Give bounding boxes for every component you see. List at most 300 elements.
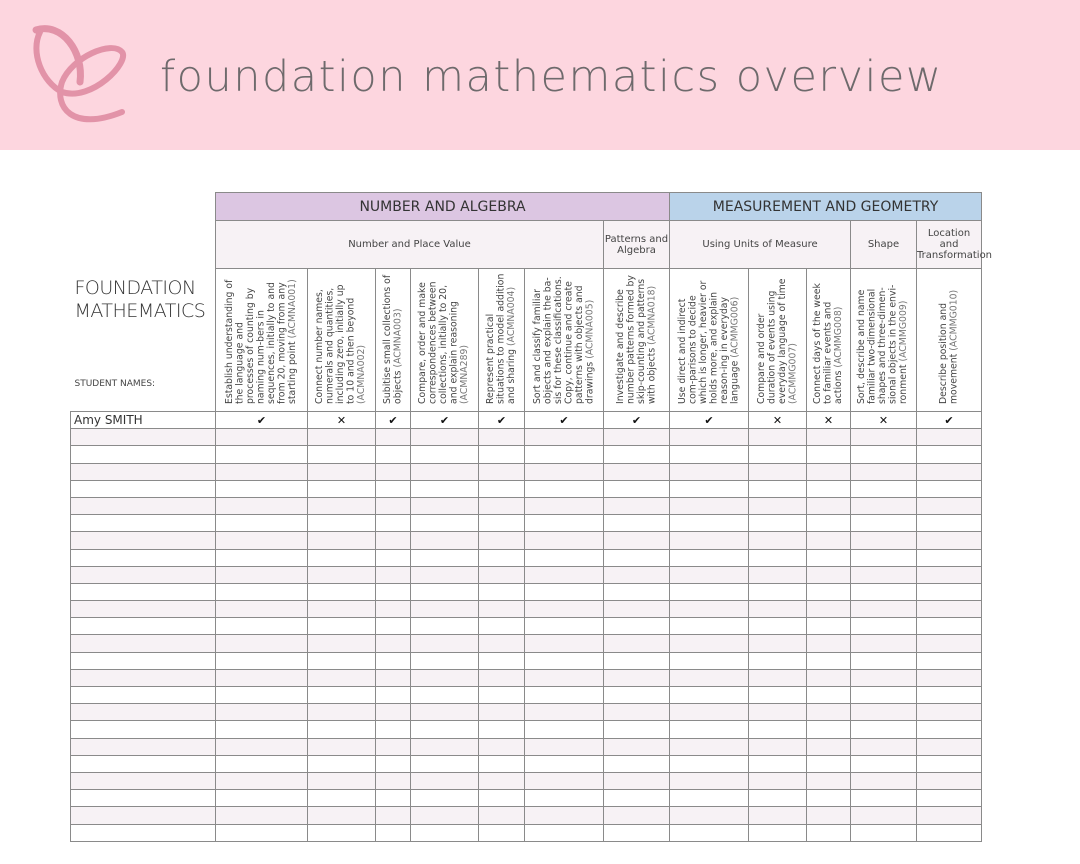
assessment-cell[interactable] xyxy=(525,704,604,721)
student-name-cell[interactable] xyxy=(71,601,216,618)
assessment-cell[interactable] xyxy=(749,772,807,789)
assessment-cell[interactable] xyxy=(411,772,479,789)
assessment-cell[interactable] xyxy=(479,618,525,635)
assessment-cell[interactable] xyxy=(525,669,604,686)
assessment-cell[interactable] xyxy=(376,738,411,755)
assessment-cell[interactable] xyxy=(479,601,525,618)
assessment-cell[interactable] xyxy=(670,429,749,446)
assessment-cell[interactable] xyxy=(308,480,376,497)
student-name-cell[interactable] xyxy=(71,515,216,532)
assessment-cell[interactable] xyxy=(308,652,376,669)
assessment-cell[interactable] xyxy=(525,446,604,463)
assessment-cell[interactable] xyxy=(411,687,479,704)
assessment-cell[interactable] xyxy=(604,652,670,669)
assessment-cell[interactable] xyxy=(479,515,525,532)
assessment-cell[interactable] xyxy=(749,738,807,755)
assessment-cell[interactable] xyxy=(479,721,525,738)
assessment-cell[interactable] xyxy=(670,463,749,480)
assessment-cell[interactable] xyxy=(604,687,670,704)
assessment-cell[interactable] xyxy=(807,566,851,583)
assessment-cell[interactable] xyxy=(807,635,851,652)
assessment-cell[interactable] xyxy=(376,480,411,497)
assessment-cell[interactable] xyxy=(670,704,749,721)
assessment-cell[interactable] xyxy=(604,497,670,514)
student-name-cell[interactable] xyxy=(71,480,216,497)
assessment-cell[interactable] xyxy=(479,480,525,497)
assessment-cell[interactable] xyxy=(376,515,411,532)
assessment-cell[interactable] xyxy=(851,497,917,514)
assessment-cell[interactable] xyxy=(216,497,308,514)
assessment-cell[interactable] xyxy=(411,429,479,446)
assessment-cell[interactable] xyxy=(216,635,308,652)
assessment-cell[interactable] xyxy=(479,566,525,583)
assessment-cell[interactable] xyxy=(851,824,917,841)
assessment-cell[interactable] xyxy=(411,755,479,772)
student-name-cell[interactable]: Amy SMITH xyxy=(71,412,216,429)
assessment-cell[interactable] xyxy=(670,652,749,669)
student-name-cell[interactable] xyxy=(71,532,216,549)
assessment-cell[interactable] xyxy=(917,772,982,789)
assessment-cell[interactable] xyxy=(411,532,479,549)
assessment-cell[interactable] xyxy=(807,515,851,532)
assessment-cell[interactable] xyxy=(525,772,604,789)
assessment-cell[interactable] xyxy=(917,566,982,583)
assessment-cell[interactable] xyxy=(749,755,807,772)
assessment-cell[interactable] xyxy=(411,463,479,480)
assessment-cell[interactable] xyxy=(525,463,604,480)
assessment-cell[interactable] xyxy=(807,429,851,446)
assessment-cell[interactable] xyxy=(525,549,604,566)
assessment-cell[interactable] xyxy=(670,412,749,429)
assessment-cell[interactable] xyxy=(670,601,749,618)
student-name-cell[interactable] xyxy=(71,824,216,841)
assessment-cell[interactable] xyxy=(749,480,807,497)
assessment-cell[interactable] xyxy=(807,755,851,772)
assessment-cell[interactable] xyxy=(308,497,376,514)
assessment-cell[interactable] xyxy=(807,412,851,429)
assessment-cell[interactable] xyxy=(917,755,982,772)
assessment-cell[interactable] xyxy=(749,601,807,618)
assessment-cell[interactable] xyxy=(749,429,807,446)
assessment-cell[interactable] xyxy=(670,497,749,514)
student-name-cell[interactable] xyxy=(71,549,216,566)
assessment-cell[interactable] xyxy=(807,790,851,807)
assessment-cell[interactable] xyxy=(851,704,917,721)
assessment-cell[interactable] xyxy=(749,704,807,721)
assessment-cell[interactable] xyxy=(807,669,851,686)
assessment-cell[interactable] xyxy=(376,652,411,669)
assessment-cell[interactable] xyxy=(604,635,670,652)
assessment-cell[interactable] xyxy=(807,532,851,549)
assessment-cell[interactable] xyxy=(411,669,479,686)
assessment-cell[interactable] xyxy=(216,429,308,446)
assessment-cell[interactable] xyxy=(216,532,308,549)
assessment-cell[interactable] xyxy=(216,687,308,704)
assessment-cell[interactable] xyxy=(525,515,604,532)
assessment-cell[interactable] xyxy=(851,601,917,618)
assessment-cell[interactable] xyxy=(525,755,604,772)
assessment-cell[interactable] xyxy=(749,497,807,514)
assessment-cell[interactable] xyxy=(917,790,982,807)
assessment-cell[interactable] xyxy=(216,463,308,480)
assessment-cell[interactable] xyxy=(216,515,308,532)
assessment-cell[interactable] xyxy=(670,824,749,841)
student-name-cell[interactable] xyxy=(71,721,216,738)
assessment-cell[interactable] xyxy=(807,583,851,600)
assessment-cell[interactable] xyxy=(525,721,604,738)
assessment-cell[interactable] xyxy=(851,618,917,635)
assessment-cell[interactable] xyxy=(479,412,525,429)
assessment-cell[interactable] xyxy=(604,772,670,789)
assessment-cell[interactable] xyxy=(917,738,982,755)
assessment-cell[interactable] xyxy=(917,601,982,618)
assessment-cell[interactable] xyxy=(411,412,479,429)
assessment-cell[interactable] xyxy=(749,412,807,429)
assessment-cell[interactable] xyxy=(308,463,376,480)
assessment-cell[interactable] xyxy=(807,721,851,738)
assessment-cell[interactable] xyxy=(308,429,376,446)
assessment-cell[interactable] xyxy=(807,772,851,789)
assessment-cell[interactable] xyxy=(411,721,479,738)
assessment-cell[interactable] xyxy=(851,652,917,669)
assessment-cell[interactable] xyxy=(604,790,670,807)
assessment-cell[interactable] xyxy=(917,652,982,669)
assessment-cell[interactable] xyxy=(376,807,411,824)
student-name-cell[interactable] xyxy=(71,497,216,514)
assessment-cell[interactable] xyxy=(807,497,851,514)
assessment-cell[interactable] xyxy=(216,480,308,497)
assessment-cell[interactable] xyxy=(807,738,851,755)
assessment-cell[interactable] xyxy=(216,446,308,463)
assessment-cell[interactable] xyxy=(479,497,525,514)
assessment-cell[interactable] xyxy=(376,412,411,429)
assessment-cell[interactable] xyxy=(749,635,807,652)
assessment-cell[interactable] xyxy=(376,669,411,686)
assessment-cell[interactable] xyxy=(670,583,749,600)
assessment-cell[interactable] xyxy=(917,824,982,841)
assessment-cell[interactable] xyxy=(411,480,479,497)
assessment-cell[interactable] xyxy=(479,687,525,704)
assessment-cell[interactable] xyxy=(376,446,411,463)
assessment-cell[interactable] xyxy=(411,618,479,635)
assessment-cell[interactable] xyxy=(604,704,670,721)
assessment-cell[interactable] xyxy=(308,515,376,532)
assessment-cell[interactable] xyxy=(411,738,479,755)
assessment-cell[interactable] xyxy=(479,704,525,721)
assessment-cell[interactable] xyxy=(807,824,851,841)
assessment-cell[interactable] xyxy=(308,687,376,704)
student-name-cell[interactable] xyxy=(71,652,216,669)
assessment-cell[interactable] xyxy=(308,446,376,463)
assessment-cell[interactable] xyxy=(917,446,982,463)
assessment-cell[interactable] xyxy=(851,429,917,446)
student-name-cell[interactable] xyxy=(71,446,216,463)
assessment-cell[interactable] xyxy=(604,566,670,583)
assessment-cell[interactable] xyxy=(917,704,982,721)
assessment-cell[interactable] xyxy=(308,601,376,618)
student-name-cell[interactable] xyxy=(71,738,216,755)
assessment-cell[interactable] xyxy=(216,601,308,618)
assessment-cell[interactable] xyxy=(525,566,604,583)
assessment-cell[interactable] xyxy=(851,721,917,738)
assessment-cell[interactable] xyxy=(851,635,917,652)
assessment-cell[interactable] xyxy=(308,618,376,635)
assessment-cell[interactable] xyxy=(411,566,479,583)
assessment-cell[interactable] xyxy=(604,601,670,618)
assessment-cell[interactable] xyxy=(851,566,917,583)
assessment-cell[interactable] xyxy=(851,446,917,463)
assessment-cell[interactable] xyxy=(479,669,525,686)
assessment-cell[interactable] xyxy=(604,515,670,532)
assessment-cell[interactable] xyxy=(376,772,411,789)
assessment-cell[interactable] xyxy=(308,669,376,686)
assessment-cell[interactable] xyxy=(308,412,376,429)
assessment-cell[interactable] xyxy=(411,824,479,841)
assessment-cell[interactable] xyxy=(216,566,308,583)
assessment-cell[interactable] xyxy=(525,635,604,652)
assessment-cell[interactable] xyxy=(376,824,411,841)
assessment-cell[interactable] xyxy=(807,704,851,721)
assessment-cell[interactable] xyxy=(479,583,525,600)
assessment-cell[interactable] xyxy=(604,738,670,755)
assessment-cell[interactable] xyxy=(411,652,479,669)
assessment-cell[interactable] xyxy=(376,687,411,704)
assessment-cell[interactable] xyxy=(479,635,525,652)
assessment-cell[interactable] xyxy=(604,583,670,600)
assessment-cell[interactable] xyxy=(308,704,376,721)
assessment-cell[interactable] xyxy=(604,618,670,635)
assessment-cell[interactable] xyxy=(749,446,807,463)
assessment-cell[interactable] xyxy=(411,583,479,600)
assessment-cell[interactable] xyxy=(807,652,851,669)
assessment-cell[interactable] xyxy=(216,704,308,721)
assessment-cell[interactable] xyxy=(411,807,479,824)
assessment-cell[interactable] xyxy=(411,549,479,566)
assessment-cell[interactable] xyxy=(749,824,807,841)
assessment-cell[interactable] xyxy=(216,618,308,635)
assessment-cell[interactable] xyxy=(376,790,411,807)
assessment-cell[interactable] xyxy=(604,532,670,549)
assessment-cell[interactable] xyxy=(851,790,917,807)
assessment-cell[interactable] xyxy=(604,807,670,824)
assessment-cell[interactable] xyxy=(917,687,982,704)
assessment-cell[interactable] xyxy=(851,549,917,566)
student-name-cell[interactable] xyxy=(71,772,216,789)
assessment-cell[interactable] xyxy=(917,635,982,652)
assessment-cell[interactable] xyxy=(525,738,604,755)
assessment-cell[interactable] xyxy=(216,652,308,669)
assessment-cell[interactable] xyxy=(411,446,479,463)
assessment-cell[interactable] xyxy=(308,566,376,583)
assessment-cell[interactable] xyxy=(216,738,308,755)
assessment-cell[interactable] xyxy=(749,618,807,635)
assessment-cell[interactable] xyxy=(851,480,917,497)
assessment-cell[interactable] xyxy=(525,687,604,704)
assessment-cell[interactable] xyxy=(670,687,749,704)
assessment-cell[interactable] xyxy=(216,824,308,841)
assessment-cell[interactable] xyxy=(851,515,917,532)
assessment-cell[interactable] xyxy=(851,532,917,549)
assessment-cell[interactable] xyxy=(807,807,851,824)
assessment-cell[interactable] xyxy=(670,446,749,463)
assessment-cell[interactable] xyxy=(525,824,604,841)
student-name-cell[interactable] xyxy=(71,669,216,686)
assessment-cell[interactable] xyxy=(308,807,376,824)
assessment-cell[interactable] xyxy=(308,755,376,772)
assessment-cell[interactable] xyxy=(479,446,525,463)
assessment-cell[interactable] xyxy=(604,721,670,738)
assessment-cell[interactable] xyxy=(670,755,749,772)
assessment-cell[interactable] xyxy=(917,669,982,686)
student-name-cell[interactable] xyxy=(71,807,216,824)
assessment-cell[interactable] xyxy=(308,549,376,566)
assessment-cell[interactable] xyxy=(525,532,604,549)
assessment-cell[interactable] xyxy=(917,515,982,532)
assessment-cell[interactable] xyxy=(216,669,308,686)
assessment-cell[interactable] xyxy=(216,549,308,566)
assessment-cell[interactable] xyxy=(749,463,807,480)
student-name-cell[interactable] xyxy=(71,635,216,652)
assessment-cell[interactable] xyxy=(917,618,982,635)
assessment-cell[interactable] xyxy=(917,497,982,514)
student-name-cell[interactable] xyxy=(71,583,216,600)
assessment-cell[interactable] xyxy=(216,772,308,789)
assessment-cell[interactable] xyxy=(479,463,525,480)
assessment-cell[interactable] xyxy=(670,669,749,686)
assessment-cell[interactable] xyxy=(851,583,917,600)
assessment-cell[interactable] xyxy=(807,687,851,704)
assessment-cell[interactable] xyxy=(479,824,525,841)
student-name-cell[interactable] xyxy=(71,755,216,772)
assessment-cell[interactable] xyxy=(411,790,479,807)
assessment-cell[interactable] xyxy=(525,497,604,514)
student-name-cell[interactable] xyxy=(71,463,216,480)
student-name-cell[interactable] xyxy=(71,704,216,721)
assessment-cell[interactable] xyxy=(411,515,479,532)
assessment-cell[interactable] xyxy=(376,721,411,738)
assessment-cell[interactable] xyxy=(604,429,670,446)
assessment-cell[interactable] xyxy=(749,652,807,669)
assessment-cell[interactable] xyxy=(917,721,982,738)
assessment-cell[interactable] xyxy=(604,463,670,480)
assessment-cell[interactable] xyxy=(525,652,604,669)
assessment-cell[interactable] xyxy=(604,755,670,772)
assessment-cell[interactable] xyxy=(376,601,411,618)
assessment-cell[interactable] xyxy=(216,755,308,772)
assessment-cell[interactable] xyxy=(525,583,604,600)
assessment-cell[interactable] xyxy=(604,480,670,497)
assessment-cell[interactable] xyxy=(376,463,411,480)
assessment-cell[interactable] xyxy=(670,566,749,583)
assessment-cell[interactable] xyxy=(670,807,749,824)
assessment-cell[interactable] xyxy=(917,463,982,480)
assessment-cell[interactable] xyxy=(917,412,982,429)
assessment-cell[interactable] xyxy=(411,704,479,721)
student-name-cell[interactable] xyxy=(71,566,216,583)
assessment-cell[interactable] xyxy=(376,566,411,583)
assessment-cell[interactable] xyxy=(308,721,376,738)
assessment-cell[interactable] xyxy=(670,635,749,652)
assessment-cell[interactable] xyxy=(917,549,982,566)
assessment-cell[interactable] xyxy=(807,549,851,566)
assessment-cell[interactable] xyxy=(525,601,604,618)
assessment-cell[interactable] xyxy=(851,772,917,789)
assessment-cell[interactable] xyxy=(670,772,749,789)
assessment-cell[interactable] xyxy=(604,446,670,463)
assessment-cell[interactable] xyxy=(308,738,376,755)
assessment-cell[interactable] xyxy=(216,583,308,600)
assessment-cell[interactable] xyxy=(749,687,807,704)
assessment-cell[interactable] xyxy=(917,583,982,600)
assessment-cell[interactable] xyxy=(216,807,308,824)
assessment-cell[interactable] xyxy=(479,549,525,566)
assessment-cell[interactable] xyxy=(308,790,376,807)
assessment-cell[interactable] xyxy=(807,601,851,618)
assessment-cell[interactable] xyxy=(376,497,411,514)
assessment-cell[interactable] xyxy=(308,772,376,789)
student-name-cell[interactable] xyxy=(71,790,216,807)
assessment-cell[interactable] xyxy=(479,429,525,446)
student-name-cell[interactable] xyxy=(71,429,216,446)
assessment-cell[interactable] xyxy=(670,515,749,532)
assessment-cell[interactable] xyxy=(216,790,308,807)
assessment-cell[interactable] xyxy=(851,412,917,429)
assessment-cell[interactable] xyxy=(376,618,411,635)
assessment-cell[interactable] xyxy=(376,755,411,772)
student-name-cell[interactable] xyxy=(71,687,216,704)
assessment-cell[interactable] xyxy=(604,412,670,429)
assessment-cell[interactable] xyxy=(670,618,749,635)
assessment-cell[interactable] xyxy=(749,583,807,600)
assessment-cell[interactable] xyxy=(749,721,807,738)
assessment-cell[interactable] xyxy=(479,755,525,772)
assessment-cell[interactable] xyxy=(525,480,604,497)
student-name-cell[interactable] xyxy=(71,618,216,635)
assessment-cell[interactable] xyxy=(749,515,807,532)
assessment-cell[interactable] xyxy=(749,532,807,549)
assessment-cell[interactable] xyxy=(376,429,411,446)
assessment-cell[interactable] xyxy=(807,446,851,463)
assessment-cell[interactable] xyxy=(216,721,308,738)
assessment-cell[interactable] xyxy=(525,429,604,446)
assessment-cell[interactable] xyxy=(411,635,479,652)
assessment-cell[interactable] xyxy=(851,738,917,755)
assessment-cell[interactable] xyxy=(749,807,807,824)
assessment-cell[interactable] xyxy=(376,635,411,652)
assessment-cell[interactable] xyxy=(670,480,749,497)
assessment-cell[interactable] xyxy=(807,463,851,480)
assessment-cell[interactable] xyxy=(807,618,851,635)
assessment-cell[interactable] xyxy=(604,549,670,566)
assessment-cell[interactable] xyxy=(216,412,308,429)
assessment-cell[interactable] xyxy=(851,755,917,772)
assessment-cell[interactable] xyxy=(525,618,604,635)
assessment-cell[interactable] xyxy=(479,738,525,755)
assessment-cell[interactable] xyxy=(308,635,376,652)
assessment-cell[interactable] xyxy=(479,532,525,549)
assessment-cell[interactable] xyxy=(670,790,749,807)
assessment-cell[interactable] xyxy=(749,566,807,583)
assessment-cell[interactable] xyxy=(670,532,749,549)
assessment-cell[interactable] xyxy=(525,807,604,824)
assessment-cell[interactable] xyxy=(917,480,982,497)
assessment-cell[interactable] xyxy=(479,790,525,807)
assessment-cell[interactable] xyxy=(917,807,982,824)
assessment-cell[interactable] xyxy=(411,497,479,514)
assessment-cell[interactable] xyxy=(749,790,807,807)
assessment-cell[interactable] xyxy=(376,532,411,549)
assessment-cell[interactable] xyxy=(479,652,525,669)
